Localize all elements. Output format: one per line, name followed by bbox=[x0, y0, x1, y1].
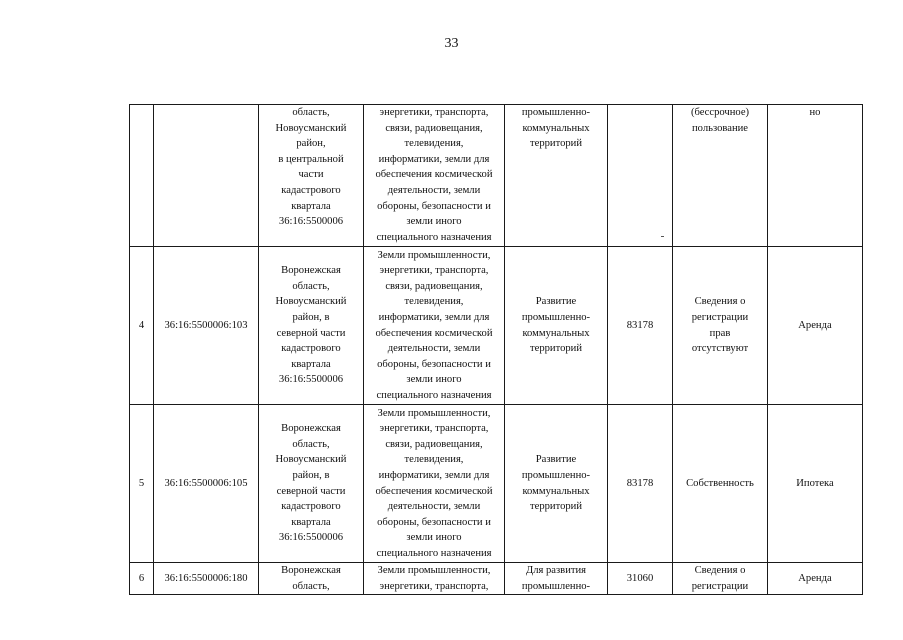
right-type-cell: (бессрочное) пользование bbox=[673, 105, 768, 247]
row-number-cell: 5 bbox=[130, 405, 154, 563]
location-cell: Воронежская область, Новоусманский район, в северной части кадастрового квартала 36:16:5500006 bbox=[259, 405, 364, 563]
right-type-cell: Сведения о регистрации прав отсутствуют bbox=[673, 247, 768, 405]
location-cell: Воронежская область, bbox=[259, 563, 364, 595]
permitted-use-cell: Развитие промышленно- коммунальных территорий bbox=[505, 405, 608, 563]
row-number-cell bbox=[130, 105, 154, 247]
permitted-use-cell: промышленно- коммунальных территорий bbox=[505, 105, 608, 247]
land-category-cell: Земли промышленности, энергетики, транспорта, связи, радиовещания, телевидения, информатики, земли для обеспечения космической деятельности, земли обороны, безопасности и земли иного специального назначения bbox=[364, 247, 505, 405]
encumbrance-cell: Ипотека bbox=[768, 405, 863, 563]
location-cell: область, Новоусманский район, в центральной части кадастрового квартала 36:16:5500006 bbox=[259, 105, 364, 247]
table-row bbox=[130, 405, 863, 563]
land-category-cell: Земли промышленности, энергетики, транспорта, связи, радиовещания, телевидения, информатики, земли для обеспечения космической деятельности, земли обороны, безопасности и земли иного специального назначения bbox=[364, 405, 505, 563]
area-cell: 83178 bbox=[608, 405, 673, 563]
cadastral-number-cell: 36:16:5500006:105 bbox=[154, 405, 259, 563]
table-row bbox=[130, 247, 863, 405]
encumbrance-cell: Аренда bbox=[768, 563, 863, 595]
scan-mark bbox=[661, 236, 664, 237]
page-number: 33 bbox=[444, 36, 459, 51]
permitted-use-cell: Развитие промышленно- коммунальных территорий bbox=[505, 247, 608, 405]
cadastral-number-cell: 36:16:5500006:103 bbox=[154, 247, 259, 405]
row-number-cell: 6 bbox=[130, 563, 154, 595]
area-cell: 83178 bbox=[608, 247, 673, 405]
row-number-cell: 4 bbox=[130, 247, 154, 405]
cadastral-number-cell bbox=[154, 105, 259, 247]
location-cell: Воронежская область, Новоусманский район, в северной части кадастрового квартала 36:16:5500006 bbox=[259, 247, 364, 405]
encumbrance-cell: но bbox=[768, 105, 863, 247]
table-row-continued bbox=[130, 105, 863, 247]
area-cell bbox=[608, 105, 673, 247]
permitted-use-cell: Для развития промышленно- bbox=[505, 563, 608, 595]
land-plots-table bbox=[129, 104, 863, 595]
cadastral-number-cell: 36:16:5500006:180 bbox=[154, 563, 259, 595]
table-row bbox=[130, 563, 863, 595]
land-category-cell: Земли промышленности, энергетики, транспорта, bbox=[364, 563, 505, 595]
right-type-cell: Собственность bbox=[673, 405, 768, 563]
encumbrance-cell: Аренда bbox=[768, 247, 863, 405]
land-category-cell: энергетики, транспорта, связи, радиовещания, телевидения, информатики, земли для обеспечения космической деятельности, земли обороны, безопасности и земли иного специального назначения bbox=[364, 105, 505, 247]
right-type-cell: Сведения о регистрации bbox=[673, 563, 768, 595]
area-cell: 31060 bbox=[608, 563, 673, 595]
